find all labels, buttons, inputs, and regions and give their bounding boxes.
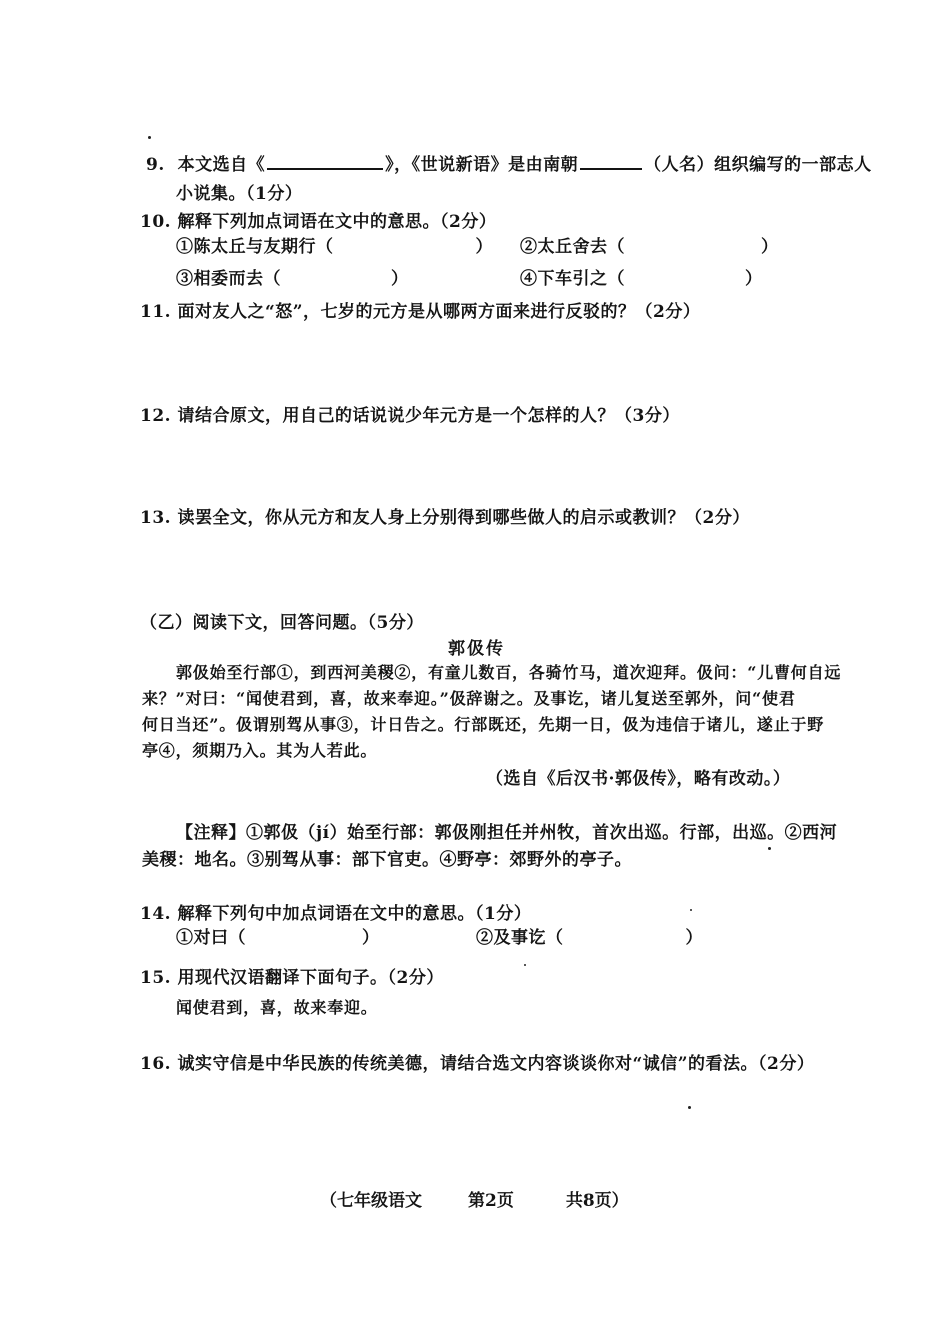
item-close: ） [685, 928, 703, 948]
footer-total: 共8页） [565, 1191, 629, 1211]
question-11: 11. 面对友人之“怒”，七岁的元方是从哪两方面来进行反驳的？（2分） [140, 302, 701, 322]
question-10-item-4 [520, 264, 763, 289]
answer-blank-author[interactable] [580, 154, 642, 170]
scan-speck [524, 964, 526, 966]
scan-speck [688, 1106, 691, 1109]
footer-page: 第2页 [468, 1191, 514, 1211]
question-14-item-2 [476, 923, 703, 948]
question-10-item-2 [520, 232, 779, 257]
answer-area-16[interactable] [140, 1074, 840, 1174]
passage-line-3: 何日当还”。伋谓别驾从事③，计日告之。行部既还，先期一日，伋为违信于诸儿，遂止于野 [142, 715, 825, 734]
item-label: ①对曰（ [176, 928, 246, 948]
question-9-part3: （人名）组织编写的一部志人 [644, 155, 872, 175]
question-10-item-3 [176, 264, 409, 289]
answer-area-12[interactable] [140, 426, 840, 496]
notes-line-2: 美稷：地名。③别驾从事：部下官吏。④野亭：郊野外的亭子。 [142, 850, 632, 870]
question-9-number: 9. [146, 155, 165, 175]
page-footer [320, 1186, 629, 1211]
question-14: 14. 解释下列句中加点词语在文中的意思。（1分） [140, 904, 532, 924]
item-label: ②太丘舍去（ [520, 237, 625, 257]
question-10-item-1 [176, 232, 493, 257]
question-15: 15. 用现代汉语翻译下面句子。（2分） [140, 968, 444, 988]
scan-speck [690, 909, 692, 911]
question-12: 12. 请结合原文，用自己的话说说少年元方是一个怎样的人？（3分） [140, 406, 680, 426]
question-13: 13. 读罢全文，你从元方和友人身上分别得到哪些做人的启示或教训？（2分） [140, 508, 750, 528]
item-label: ③相委而去（ [176, 269, 281, 289]
section-b-heading: （乙）阅读下文，回答问题。（5分） [140, 613, 424, 633]
footer-grade: （七年级语文 [320, 1191, 422, 1211]
answer-area-13[interactable] [140, 528, 840, 598]
item-label: ①陈太丘与友期行（ [176, 237, 334, 257]
passage-line-2: 来？”对曰：“闻使君到，喜，故来奉迎。”伋辞谢之。及事讫，诸儿复送至郭外，问“使君 [142, 689, 796, 708]
question-9-part2: 》，《世说新语》是由南朝 [385, 155, 579, 175]
question-15-sentence: 闻使君到，喜，故来奉迎。 [176, 998, 378, 1017]
question-10: 10. 解释下列加点词语在文中的意思。（2分） [140, 212, 497, 232]
question-9-part1: 本文选自《 [177, 155, 266, 175]
item-label: ②及事讫（ [476, 928, 564, 948]
answer-area-11[interactable] [140, 322, 840, 392]
question-9-line2: 小说集。（1分） [176, 184, 303, 204]
passage-line-4: 亭④，须期乃入。其为人若此。 [142, 741, 378, 760]
passage-line-1: 郭伋始至行部①，到西河美稷②，有童儿数百，各骑竹马，道次迎拜。伋问：“儿曹何自远 [176, 663, 842, 682]
answer-blank-book[interactable] [267, 154, 383, 170]
passage-source: （选自《后汉书·郭伋传》，略有改动。） [486, 769, 791, 789]
item-close: ） [745, 269, 763, 289]
scan-speck [148, 136, 151, 139]
question-14-item-1 [176, 923, 380, 948]
item-close: ） [391, 269, 409, 289]
item-close: ） [761, 237, 779, 257]
question-16: 16. 诚实守信是中华民族的传统美德，请结合选文内容谈谈你对“诚信”的看法。（2分） [140, 1054, 815, 1074]
scan-speck [768, 847, 771, 850]
question-9 [146, 150, 872, 175]
item-close: ） [362, 928, 380, 948]
item-label: ④下车引之（ [520, 269, 625, 289]
passage-title: 郭伋传 [448, 639, 505, 659]
notes-line-1: 【注释】①郭伋（jí）始至行部：郭伋刚担任并州牧，首次出巡。行部，出巡。②西河 [176, 823, 838, 843]
answer-area-15[interactable] [140, 1020, 840, 1050]
item-close: ） [475, 237, 493, 257]
